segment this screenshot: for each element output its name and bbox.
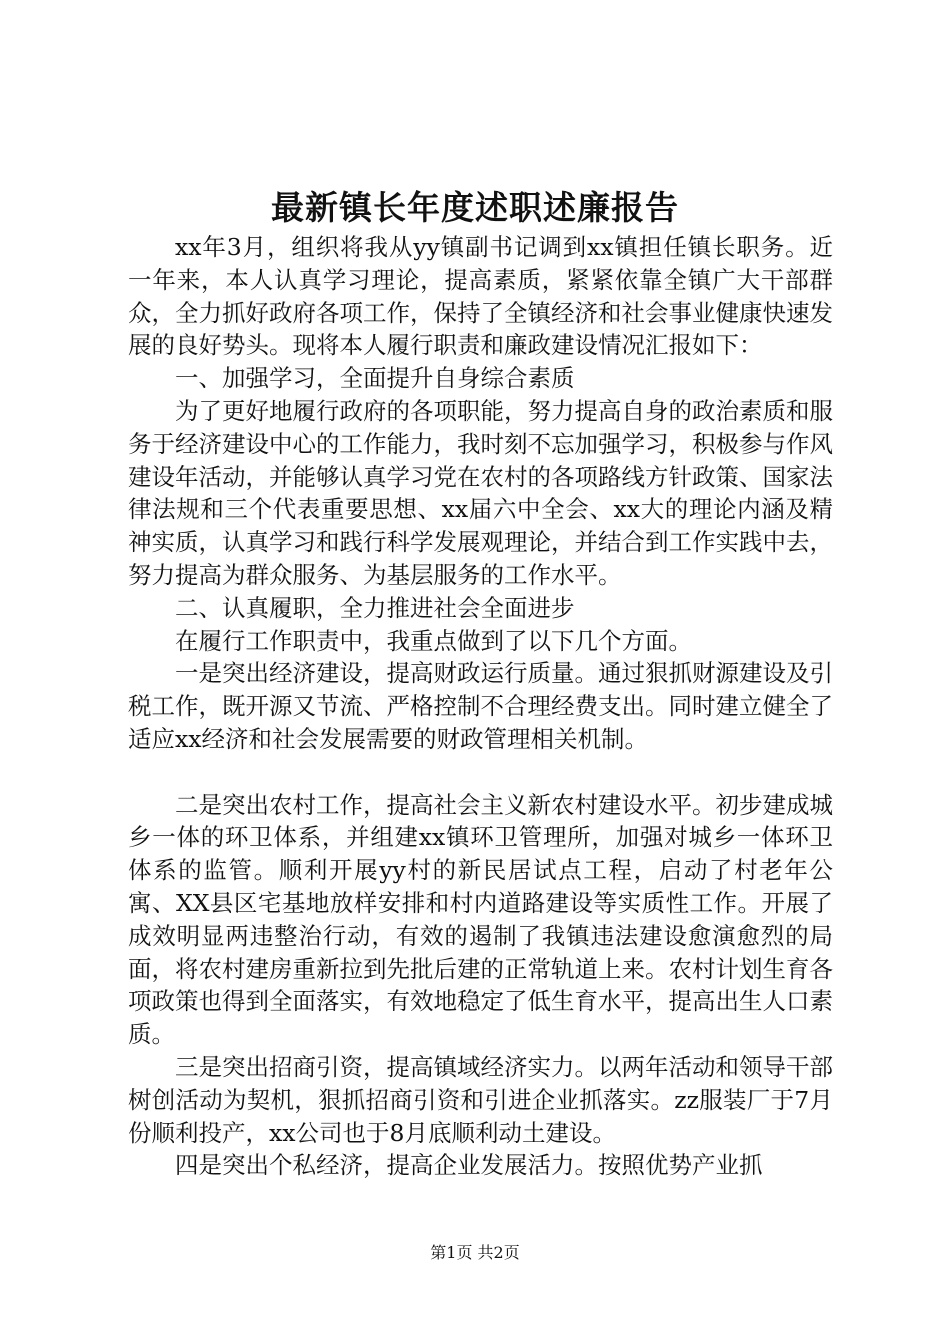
document-title: 最新镇长年度述职述廉报告 bbox=[271, 188, 679, 227]
paragraph-private-economy: 四是突出个私经济，提高企业发展活力。按照优势产业抓 bbox=[175, 1151, 763, 1180]
paragraph-investment: 三是突出招商引资，提高镇域经济实力。以两年活动和领导干部树创活动为契机，狠抓招商引资和引进企业抓落实。zz服装厂于7月份顺利投产，xx公司也于8月底顺利动土建设。 bbox=[128, 1052, 833, 1147]
paragraph-study: 为了更好地履行政府的各项职能，努力提高自身的政治素质和服务于经济建设中心的工作能力，我时刻不忘加强学习，积极参与作风建设年活动，并能够认真学习党在农村的各项路线方针政策、国家法律法规和三个代表重要思想、xx届六中全会、xx大的理论内涵及精神实质，认真学习和践行科学发展观理论，并结合到工作实践中去，努力提高为群众服务、为基层服务的工作水平。 bbox=[128, 396, 833, 589]
section-heading-2: 二、认真履职，全力推进社会全面进步 bbox=[175, 593, 575, 622]
document-body bbox=[128, 231, 833, 1182]
paragraph-duties-intro: 在履行工作职责中，我重点做到了以下几个方面。 bbox=[175, 626, 692, 655]
section-heading-1: 一、加强学习，全面提升自身综合素质 bbox=[175, 364, 575, 393]
page-footer: 第1页 共2页 bbox=[430, 1243, 520, 1262]
paragraph-rural: 二是突出农村工作，提高社会主义新农村建设水平。初步建成城乡一体的环卫体系，并组建xx镇环卫管理所，加强对城乡一体环卫体系的监管。顺利开展yy村的新民居试点工程，启动了村老年公寓、XX县区宅基地放样安排和村内道路建设等实质性工作。开展了成效明显两违整治行动，有效的遏制了我镇违法建设愈演愈烈的局面，将农村建房重新拉到先批后建的正常轨道上来。农村计划生育各项政策也得到全面落实，有效地稳定了低生育水平，提高出生人口素质。 bbox=[128, 790, 833, 1049]
paragraph-economy: 一是突出经济建设，提高财政运行质量。通过狠抓财源建设及引税工作，既开源又节流、严格控制不合理经费支出。同时建立健全了适应xx经济和社会发展需要的财政管理相关机制。 bbox=[128, 659, 833, 753]
paragraph-intro: xx年3月，组织将我从yy镇副书记调到xx镇担任镇长职务。近一年来，本人认真学习理论，提高素质，紧紧依靠全镇广大干部群众，全力抓好政府各项工作，保持了全镇经济和社会事业健康快速发展的良好势头。现将本人履行职责和廉政建设情况汇报如下： bbox=[128, 233, 833, 360]
